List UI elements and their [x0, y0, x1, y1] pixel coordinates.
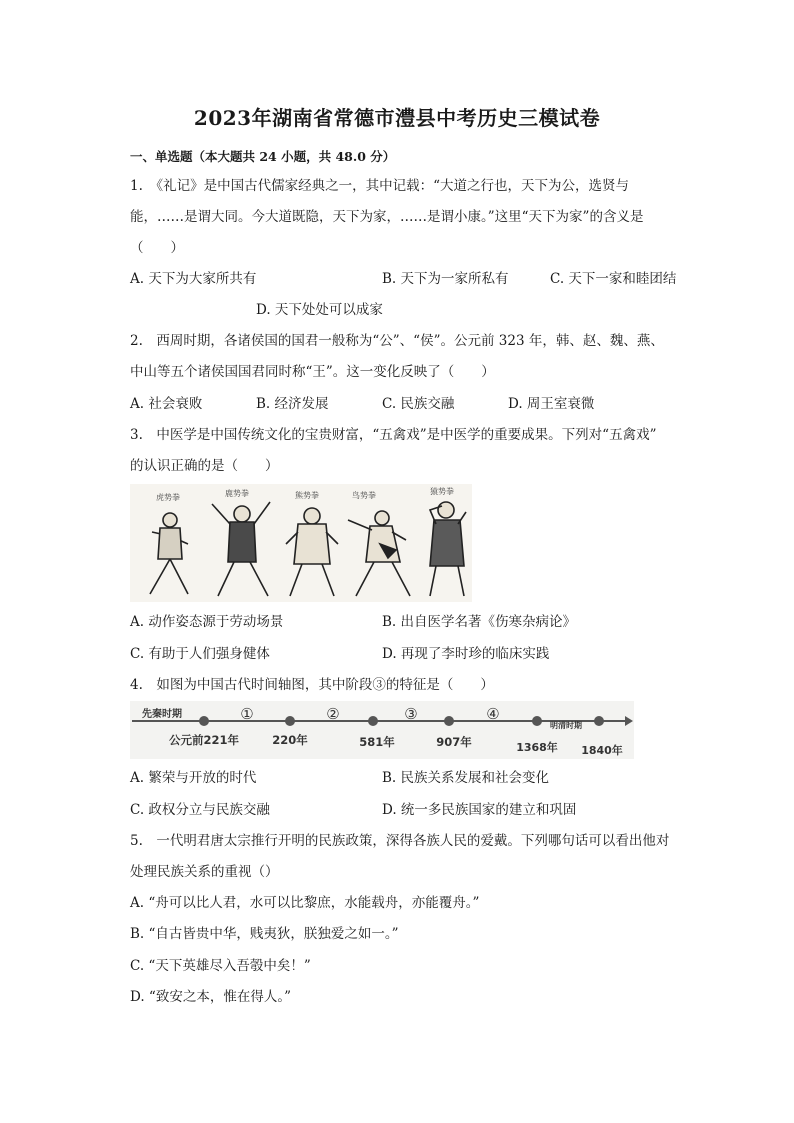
timeline-year-2: 220年 — [272, 733, 308, 747]
q3-option-a: A. 动作姿态源于劳动场景 — [130, 614, 284, 630]
timeline-node-4 — [444, 716, 454, 726]
timeline-end-label: 明清时期 — [550, 721, 582, 730]
q3-option-b: B. 出自医学名著《伤寒杂病论》 — [382, 614, 577, 630]
q1-option-a: A. 天下为大家所共有 — [130, 271, 257, 287]
q5-line-2: 处理民族关系的重视（） — [130, 864, 279, 880]
timeline-year-5: 1368年 — [516, 741, 558, 754]
q5-option-b: B. “自古皆贵中华，贱夷狄，朕独爱之如一。” — [130, 926, 399, 942]
timeline-year-3: 581年 — [359, 735, 395, 749]
q1-line-1: 1. 《礼记》是中国古代儒家经典之一，其中记载：“大道之行也，天下为公，选贤与 — [130, 178, 630, 194]
timeline-year-1: 公元前221年 — [168, 733, 240, 747]
q1-option-c: C. 天下一家和睦团结 — [550, 271, 677, 287]
timeline-stage-2: ② — [326, 705, 340, 723]
timeline-node-5 — [532, 716, 542, 726]
q2-line-1: 2. 西周时期，各诸侯国的国君一般称为“公”、“侯”。公元前 323 年，韩、赵、魏、燕、 — [130, 333, 664, 349]
timeline-year-4: 907年 — [436, 735, 472, 749]
q2-option-d: D. 周王室衰微 — [508, 396, 595, 412]
q3-figure-label-5: 猿势拳 — [430, 487, 454, 496]
q5-line-1: 5. 一代明君唐太宗推行开明的民族政策，深得各族人民的爱戴。下列哪句话可以看出他对 — [130, 833, 670, 849]
timeline-node-6 — [594, 716, 604, 726]
timeline-start-label: 先秦时期 — [142, 709, 182, 720]
q3-line-2: 的认识正确的是（ ） — [130, 458, 279, 474]
q4-option-d: D. 统一多民族国家的建立和巩固 — [382, 802, 577, 818]
q4-option-b: B. 民族关系发展和社会变化 — [382, 770, 550, 786]
q1-option-b: B. 天下为一家所私有 — [382, 271, 509, 287]
timeline-node-2 — [285, 716, 295, 726]
timeline-year-6: 1840年 — [581, 744, 623, 757]
q3-figure-label-1: 虎势拳 — [156, 493, 180, 502]
q2-line-2: 中山等五个诸侯国国君同时称“王”。这一变化反映了（ ） — [130, 364, 495, 380]
q2-option-b: B. 经济发展 — [256, 396, 329, 412]
timeline-node-1 — [199, 716, 209, 726]
q3-figure-label-4: 鸟势拳 — [352, 491, 376, 500]
q3-option-c: C. 有助于人们强身健体 — [130, 646, 270, 662]
section-heading: 一、单选题（本大题共 24 小题，共 48.0 分） — [130, 149, 396, 164]
timeline-stage-4: ④ — [486, 705, 500, 723]
q4-line-1: 4. 如图为中国古代时间轴图，其中阶段③的特征是（ ） — [130, 677, 494, 693]
q3-line-1: 3. 中医学是中国传统文化的宝贵财富，“五禽戏”是中医学的重要成果。下列对“五禽戏” — [130, 427, 657, 443]
q4-option-a: A. 繁荣与开放的时代 — [130, 770, 257, 786]
timeline-figure — [130, 701, 634, 759]
page-title: 2023年湖南省常德市澧县中考历史三模试卷 — [193, 106, 601, 130]
q1-line-2: 能，……是谓大同。今大道既隐，天下为家，……是谓小康。”这里“天下为家”的含义是 — [130, 209, 644, 225]
timeline-stage-3: ③ — [404, 705, 418, 723]
q4-option-c: C. 政权分立与民族交融 — [130, 802, 270, 818]
q2-option-a: A. 社会衰败 — [130, 396, 203, 412]
q1-option-d: D. 天下处处可以成家 — [256, 302, 383, 318]
q3-option-d: D. 再现了李时珍的临床实践 — [382, 646, 550, 662]
q3-figure-label-2: 鹿势拳 — [225, 489, 249, 498]
q5-option-d: D. “致安之本，惟在得人。” — [130, 989, 291, 1005]
q2-option-c: C. 民族交融 — [382, 396, 455, 412]
q3-figure-label-3: 熊势拳 — [295, 491, 319, 500]
q5-option-c: C. “天下英雄尽入吾彀中矣！” — [130, 958, 311, 974]
timeline-node-3 — [368, 716, 378, 726]
timeline-stage-1: ① — [240, 705, 254, 723]
wuqinxi-figure — [130, 484, 472, 602]
q1-line-3: （ ） — [130, 240, 184, 256]
q5-option-a: A. “舟可以比人君，水可以比黎庶，水能载舟，亦能覆舟。” — [130, 895, 480, 911]
